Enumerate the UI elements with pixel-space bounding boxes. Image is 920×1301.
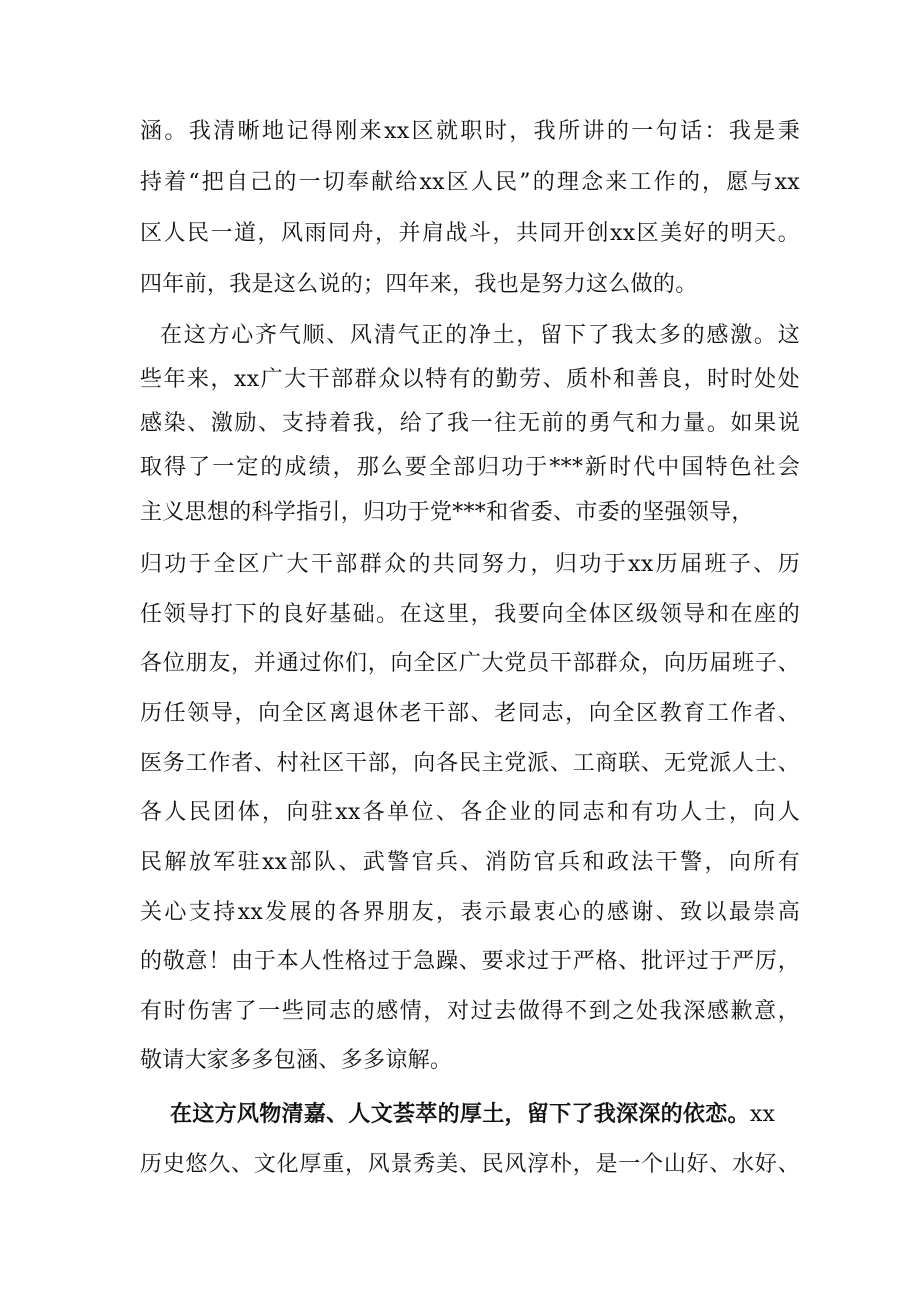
text-line: 历任领导，向全区离退休老干部、老同志，向全区教育工作者、	[140, 701, 800, 726]
text-line: 民解放军驻xx部队、武警官兵、消防官兵和政法干警，向所有	[140, 850, 800, 875]
text-line: 的敬意！由于本人性格过于急躁、要求过于严格、批评过于严厉，	[140, 949, 800, 974]
text-line: 关心支持xx发展的各界朋友，表示最衷心的感谢、致以最崇高	[140, 900, 800, 925]
text-line: 取得了一定的成绩，那么要全部归功于***新时代中国特色社会	[140, 455, 800, 480]
text-line: 敬请大家多多包涵、多多谅解。	[140, 1048, 453, 1073]
text-line: 归功于全区广大干部群众的共同努力，归功于xx历届班子、历	[140, 552, 800, 577]
paragraph-start-line: 在这方心齐气顺、风清气正的净土，留下了我太多的感激。这	[160, 323, 800, 348]
bold-paragraph-line	[170, 1099, 800, 1129]
text-line: 有时伤害了一些同志的感情，对过去做得不到之处我深感歉意，	[140, 999, 800, 1024]
text-line: 些年来，xx广大干部群众以特有的勤劳、质朴和善良，时时处处	[140, 367, 800, 392]
text-line: 主义思想的科学指引，归功于党***和省委、市委的坚强领导，	[140, 500, 754, 525]
text-line: 四年前，我是这么说的；四年来，我也是努力这么做的。	[140, 272, 698, 297]
text-line: 感染、激励、支持着我，给了我一往无前的勇气和力量。如果说	[140, 411, 800, 436]
text-line: 区人民一道，风雨同舟，并肩战斗，共同开创xx区美好的明天。	[140, 221, 800, 246]
bold-line-tail: xx	[749, 1102, 776, 1127]
text-line: 涵。我清晰地记得刚来xx区就职时，我所讲的一句话：我是秉	[140, 119, 800, 144]
text-line: 任领导打下的良好基础。在这里，我要向全体区级领导和在座的	[140, 602, 800, 627]
text-line: 医务工作者、村社区干部，向各民主党派、工商联、无党派人士、	[140, 751, 800, 776]
text-line: 各人民团体，向驻xx各单位、各企业的同志和有功人士，向人	[140, 800, 800, 825]
text-line: 持着“把自己的一切奉献给xx区人民”的理念来工作的，愿与xx	[140, 170, 800, 195]
text-line: 历史悠久、文化厚重，风景秀美、民风淳朴，是一个山好、水好、	[140, 1152, 800, 1177]
text-line: 各位朋友，并通过你们，向全区广大党员干部群众，向历届班子、	[140, 651, 800, 676]
bold-heading-text: 在这方风物清嘉、人文荟萃的厚土，留下了我深深的依恋。	[170, 1101, 750, 1127]
